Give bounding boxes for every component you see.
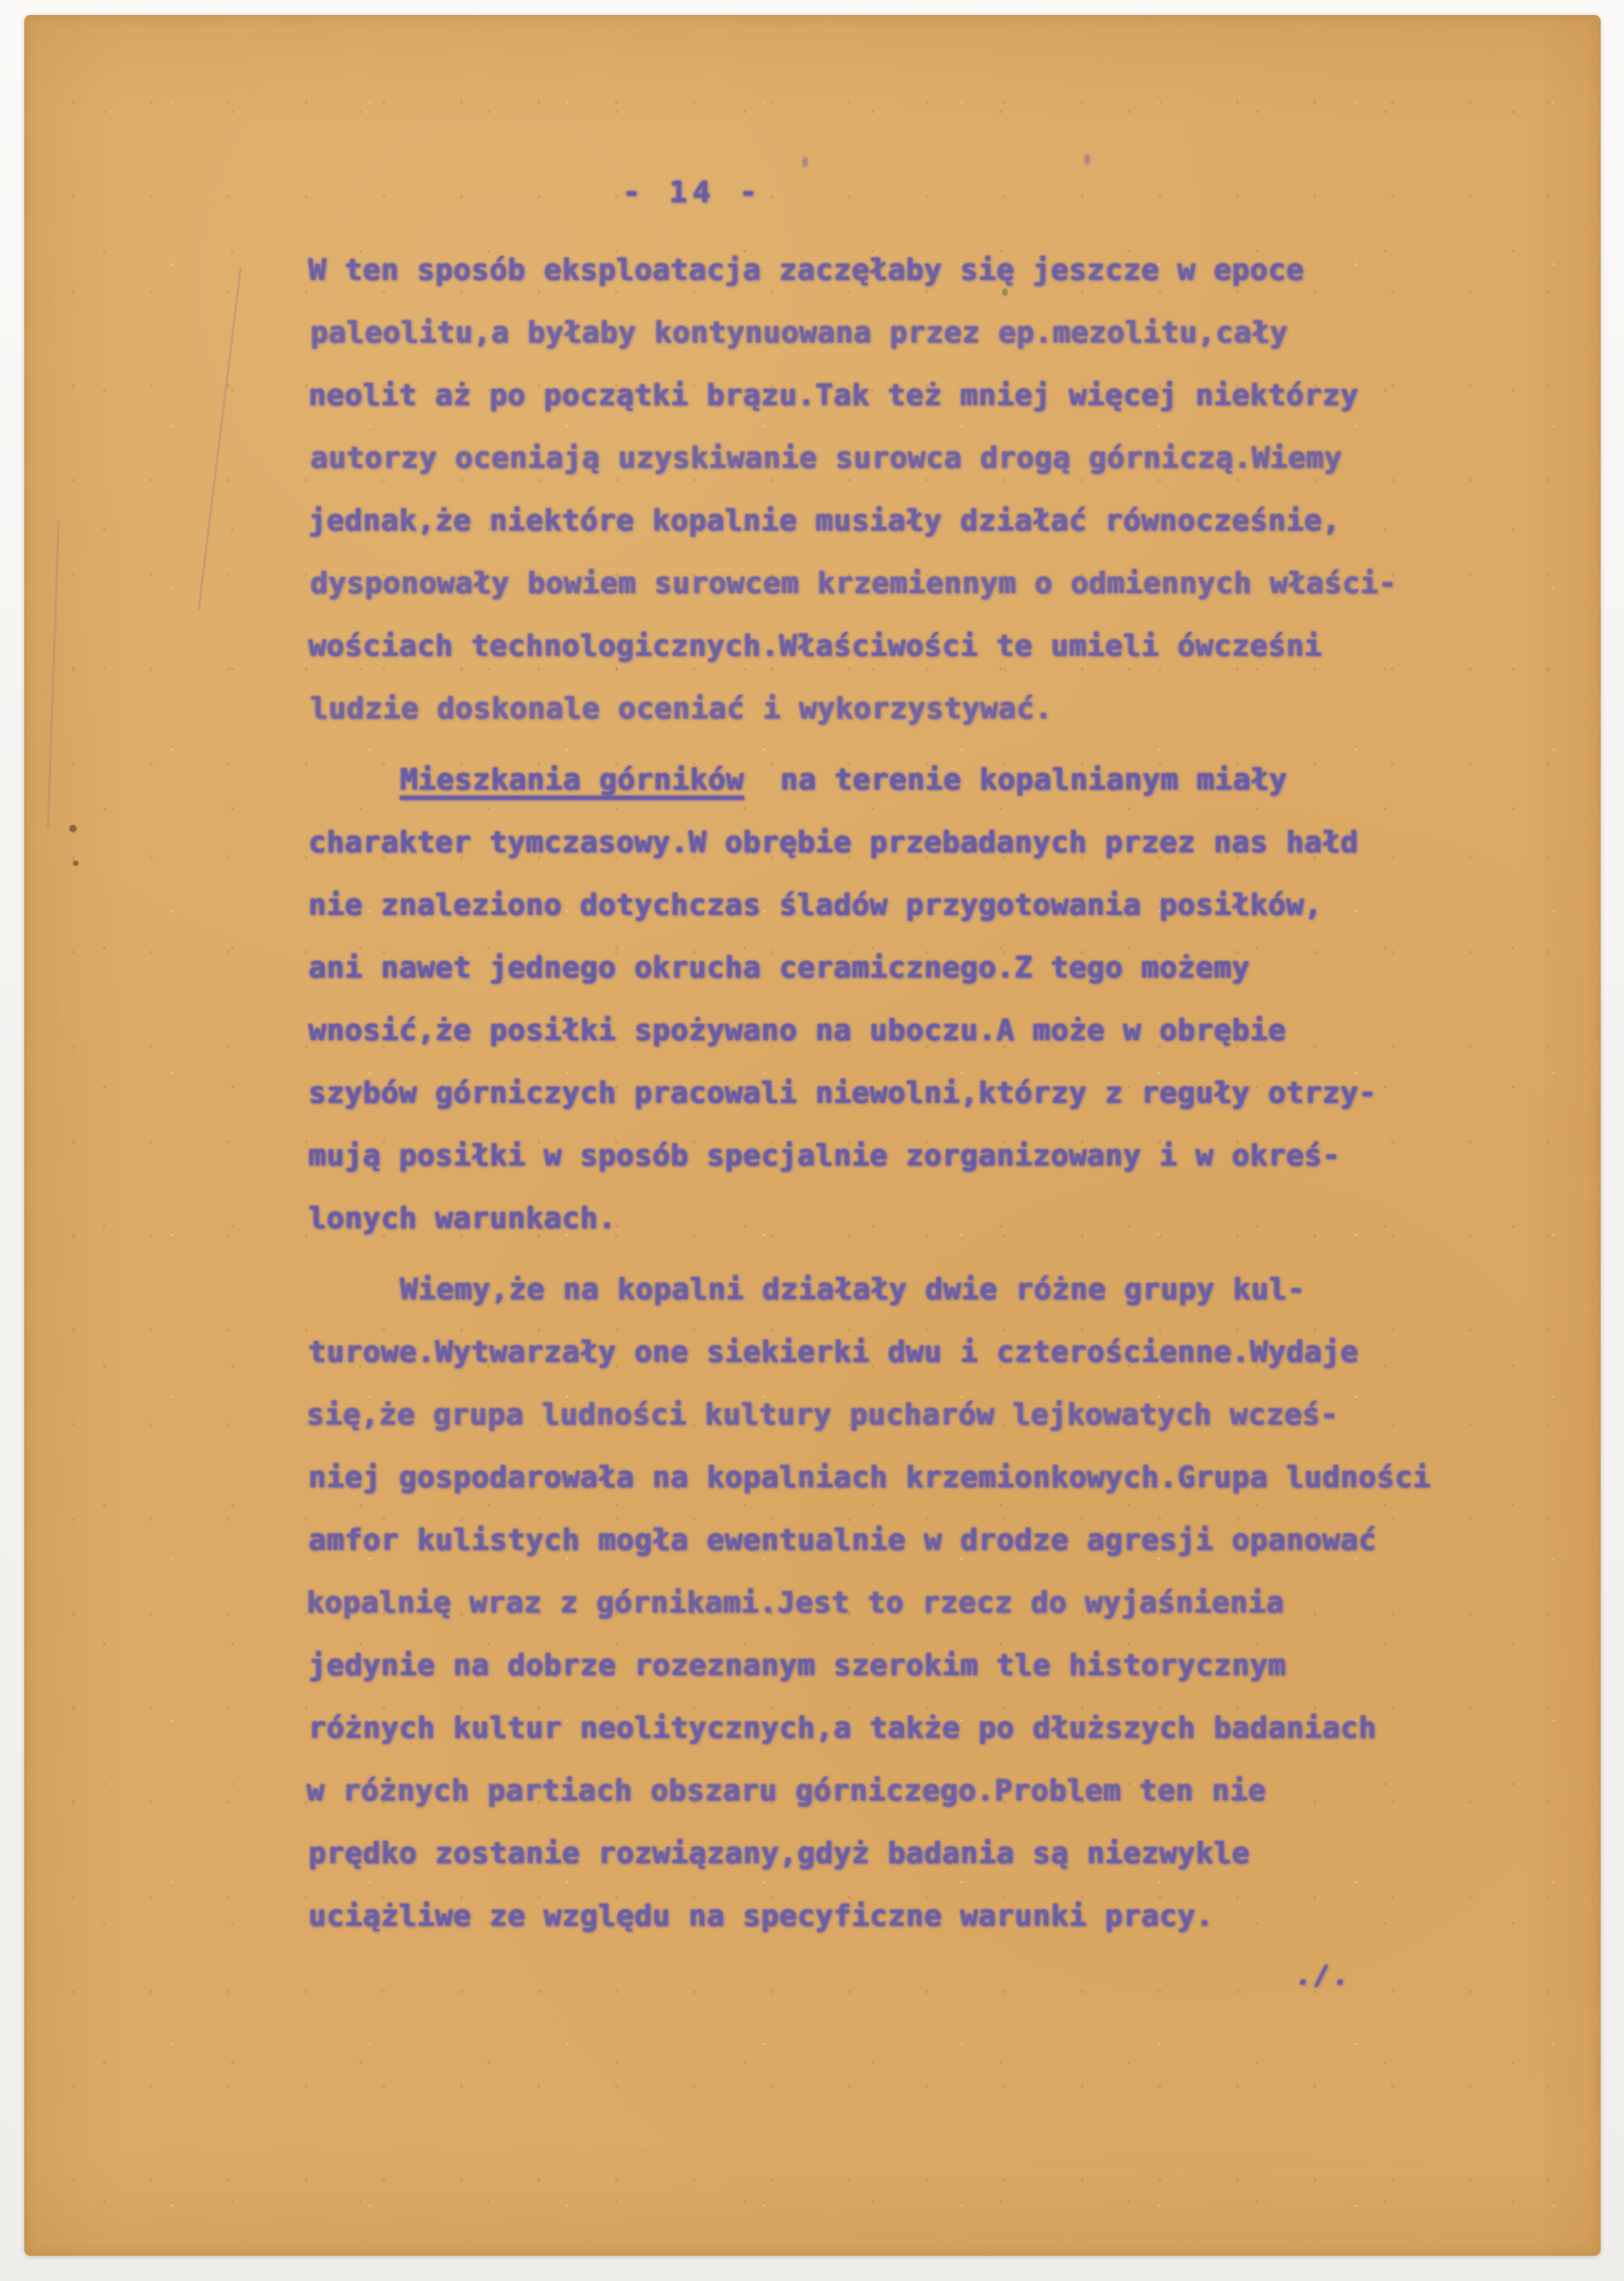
- paragraph: [309, 749, 1430, 1250]
- ink-ghost-mark: [802, 157, 808, 167]
- text-line: dysponowały bowiem surowcem krzemiennym o odmiennych właści-: [310, 567, 1397, 600]
- paper-speck: [69, 825, 77, 832]
- text-line: [309, 749, 1430, 812]
- text-line: prędko zostanie rozwiązany,gdyż badania są niezwykle: [309, 1837, 1250, 1870]
- text-line: autorzy oceniają uzyskiwanie surowca drogą górniczą.Wiemy: [310, 441, 1343, 475]
- text-line: ani nawet jednego okrucha ceramicznego.Z tego możemy: [309, 951, 1250, 985]
- text-line: lonych warunkach.: [309, 1202, 617, 1235]
- ink-scratch-mark: [197, 267, 241, 610]
- text-line: amfor kulistych mogła ewentualnie w drodze agresji opanować: [309, 1523, 1377, 1557]
- text-line: jednak,że niektóre kopalnie musiały działać równocześnie,: [309, 504, 1341, 538]
- text-line: nie znaleziono dotychczas śladów przygotowania posiłków,: [309, 888, 1323, 922]
- text-line: szybów górniczych pracowali niewolni,którzy z reguły otrzy-: [309, 1076, 1377, 1110]
- underlined-heading: Mieszkania górników: [400, 763, 744, 797]
- text-line: ludzie doskonale oceniać i wykorzystywać.: [310, 692, 1053, 726]
- text-line: wościach technologicznych.Właściwości te umieli ówcześni: [309, 629, 1323, 663]
- page-number: - 14 -: [623, 176, 763, 209]
- text-line: neolit aż po początki brązu.Tak też mniej więcej niektórzy: [309, 379, 1359, 412]
- text-line: jedynie na dobrze rozeznanym szerokim tle historycznym: [309, 1649, 1286, 1682]
- text-line: się,że grupa ludności kultury pucharów lejkowatych wcześ-: [307, 1398, 1339, 1432]
- text-line: niej gospodarowała na kopalniach krzemionkowych.Grupa ludności: [309, 1461, 1431, 1494]
- text-line: mują posiłki w sposób specjalnie zorganizowany i w okreś-: [309, 1139, 1341, 1173]
- page-continuation-mark: ./.: [1296, 1960, 1352, 1991]
- ink-scratch-mark: [47, 520, 60, 829]
- text-line: turowe.Wytwarzały one siekierki dwu i czterościenne.Wydaje: [309, 1335, 1359, 1369]
- paragraph: [309, 1259, 1430, 1948]
- text-line: W ten sposób eksploatacja zaczęłaby się jeszcze w epoce: [309, 253, 1305, 287]
- paragraph: [309, 239, 1430, 741]
- text-line: kopalnię wraz z górnikami.Jest to rzecz do wyjaśnienia: [307, 1586, 1285, 1620]
- document-page: [24, 15, 1601, 2256]
- text-line: paleolitu,a byłaby kontynuowana przez ep.mezolitu,cały: [310, 316, 1288, 350]
- text-line: różnych kultur neolitycznych,a także po dłuższych badaniach: [309, 1711, 1377, 1745]
- ink-ghost-mark: [1085, 154, 1090, 165]
- text-line: wnosić,że posiłki spożywano na uboczu.A może w obrębie: [309, 1014, 1286, 1047]
- text-line: charakter tymczasowy.W obrębie przebadanych przez nas hałd: [309, 826, 1359, 859]
- heading-continuation: na terenie kopalnianym miały: [743, 763, 1287, 797]
- paper-speck: [73, 860, 79, 866]
- text-line: uciążliwe ze względu na specyficzne warunki pracy.: [309, 1899, 1214, 1933]
- text-line: w różnych partiach obszaru górniczego.Problem ten nie: [307, 1774, 1267, 1808]
- text-line: Wiemy,że na kopalni działały dwie różne grupy kul-: [400, 1273, 1306, 1307]
- typed-text-block: [309, 239, 1430, 1948]
